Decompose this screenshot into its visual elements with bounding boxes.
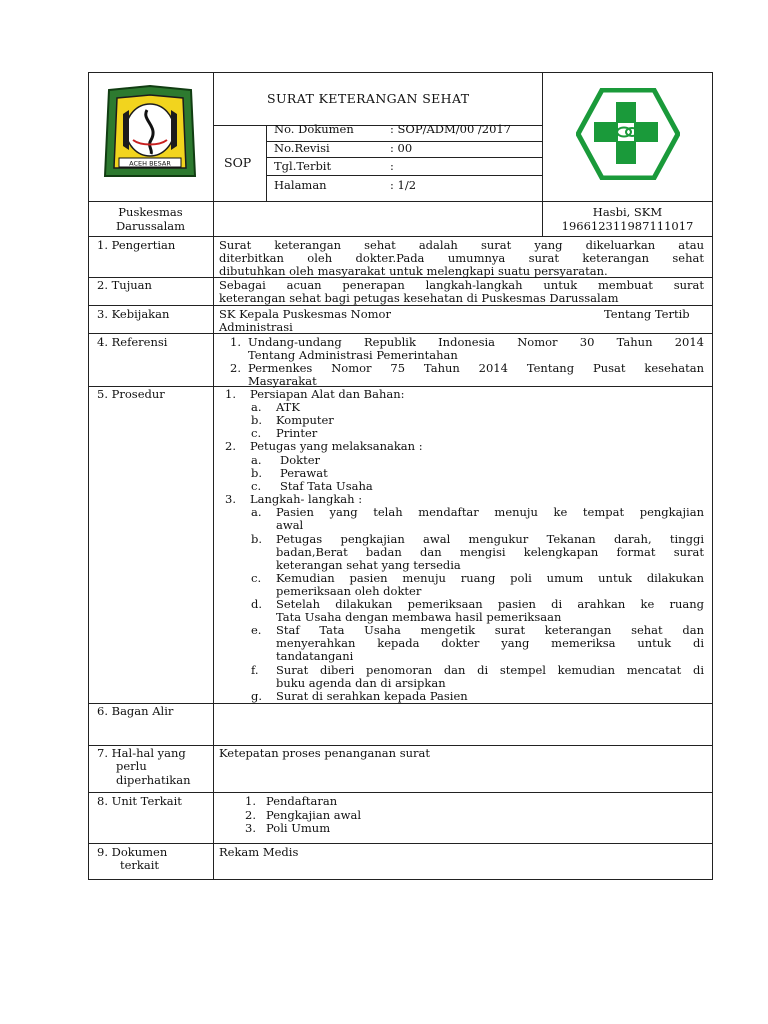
list-item: Poli Umum	[266, 821, 331, 835]
list-number: 2.	[230, 361, 241, 375]
list-number: 2.	[245, 808, 256, 822]
step-line: pemeriksaan oleh dokter	[276, 584, 422, 598]
step-line: buku agenda dan di arsipkan	[276, 676, 446, 690]
rule	[88, 792, 713, 793]
section-label: 7. Hal-hal yang	[97, 746, 186, 760]
section-label: diperhatikan	[116, 773, 191, 787]
body-line: Sebagai acuan penerapan langkah-langkah untuk membuat surat	[219, 278, 704, 292]
meta-value: : 1/2	[390, 178, 417, 192]
list-letter: b.	[251, 466, 263, 480]
step-line: tandatangani	[276, 649, 354, 663]
rule	[88, 305, 713, 306]
puskesmas-cross-logo	[576, 88, 680, 180]
step-line: Setelah dilakukan pemeriksaan pasien di arahkan ke ruang	[276, 597, 704, 611]
body-line: dibutuhkan oleh masyarakat untuk melengkapi suatu persyaratan.	[219, 264, 608, 278]
step-line: Staf Tata Usaha mengetik surat keterangan sehat dan	[276, 623, 704, 637]
section-label: 8. Unit Terkait	[97, 794, 182, 808]
list-letter: c.	[251, 426, 262, 440]
section-label: 9. Dokumen	[97, 845, 168, 859]
body-line: Permenkes Nomor 75 Tahun 2014 Tentang Pusat kesehatan	[248, 361, 704, 375]
body-line: Tentang Tertib	[604, 307, 690, 321]
regency-emblem-logo	[101, 84, 199, 180]
body-line: Tentang Administrasi Pemerintahan	[248, 348, 458, 362]
section-label: 2. Tujuan	[97, 278, 152, 292]
signer-name: Hasbi, SKM	[592, 205, 663, 219]
list-title: Petugas yang melaksanakan :	[250, 439, 423, 453]
body-line: diterbitkan oleh dokter.Pada umumnya surat keterangan sehat	[219, 251, 704, 265]
list-item: Perawat	[280, 466, 328, 480]
step-line: Surat di serahkan kepada Pasien	[276, 689, 468, 703]
org-name: Puskesmas	[118, 205, 183, 219]
body-line: SK Kepala Puskesmas Nomor	[219, 307, 391, 321]
body-line: Administrasi	[219, 320, 293, 334]
rule	[88, 703, 713, 704]
list-item: Staf Tata Usaha	[280, 479, 373, 493]
step-letter: g.	[251, 689, 263, 703]
list-item: Printer	[276, 426, 318, 440]
step-line: Petugas pengkajian awal mengukur Tekanan darah, tinggi	[276, 532, 704, 546]
sop-label: SOP	[224, 155, 252, 170]
rule	[88, 843, 713, 844]
meta-label: No.Revisi	[274, 141, 330, 155]
list-item: Komputer	[276, 413, 334, 427]
list-number: 1.	[245, 794, 256, 808]
rule	[266, 125, 267, 201]
list-item: Pengkajian awal	[266, 808, 362, 822]
list-number: 3.	[245, 821, 256, 835]
meta-label: Halaman	[274, 178, 327, 192]
step-letter: e.	[251, 623, 262, 637]
step-line: badan,Berat badan dan mengisi kelengkapan format surat	[276, 545, 704, 559]
meta-value: :	[390, 159, 394, 173]
body-line: Ketepatan proses penanganan surat	[219, 746, 430, 760]
list-number: 1.	[230, 335, 241, 349]
step-line: Tata Usaha dengan membawa hasil pemeriksaan	[276, 610, 562, 624]
document-title: SURAT KETERANGAN SEHAT	[267, 91, 470, 106]
list-number: 3.	[225, 492, 236, 506]
list-title: Persiapan Alat dan Bahan:	[250, 387, 405, 401]
rule	[266, 175, 542, 176]
step-line: Surat diberi penomoran dan di stempel kemudian mencatat di	[276, 663, 704, 677]
section-label: 6. Bagan Alir	[97, 704, 174, 718]
step-line: menyerahkan kepada dokter yang memeriksa untuk di	[276, 636, 704, 650]
step-letter: d.	[251, 597, 263, 611]
section-label: terkait	[120, 858, 160, 872]
list-number: 1.	[225, 387, 236, 401]
list-title: Langkah- langkah :	[250, 492, 363, 506]
section-label: 5. Prosedur	[97, 387, 165, 401]
meta-value: : SOP/ADM/00 /2017	[390, 122, 512, 136]
section-label: perlu	[116, 759, 147, 773]
section-label: 1. Pengertian	[97, 238, 176, 252]
rule	[213, 72, 214, 880]
rule	[88, 333, 713, 334]
rule	[88, 201, 713, 202]
list-letter: b.	[251, 413, 263, 427]
list-letter: a.	[251, 453, 262, 467]
body-line: Rekam Medis	[219, 845, 299, 859]
step-line: keterangan sehat yang tersedia	[276, 558, 461, 572]
list-item: ATK	[276, 400, 300, 414]
step-letter: f.	[251, 663, 259, 677]
rule	[266, 157, 542, 158]
step-line: awal	[276, 518, 304, 532]
list-number: 2.	[225, 439, 236, 453]
list-item: Dokter	[280, 453, 321, 467]
body-line: Undang-undang Republik Indonesia Nomor 30 Tahun 2014	[248, 335, 704, 349]
body-line: Surat keterangan sehat adalah surat yang dikeluarkan atau	[219, 238, 704, 252]
meta-label: Tgl.Terbit	[274, 159, 332, 173]
list-letter: c.	[251, 479, 262, 493]
list-item: Pendaftaran	[266, 794, 338, 808]
svg-text:ACEH BESAR: ACEH BESAR	[129, 159, 171, 168]
section-label: 4. Referensi	[97, 335, 168, 349]
body-line: keterangan sehat bagi petugas kesehatan di Puskesmas Darussalam	[219, 291, 619, 305]
step-letter: c.	[251, 571, 262, 585]
step-line: Kemudian pasien menuju ruang poli umum untuk dilakukan	[276, 571, 704, 585]
org-name: Darussalam	[115, 219, 186, 233]
step-letter: b.	[251, 532, 263, 546]
body-line: Masyarakat	[248, 374, 317, 388]
signer-nip: 196612311987111017	[561, 219, 694, 233]
meta-label: No. Dokumen	[274, 122, 354, 136]
step-letter: a.	[251, 505, 262, 519]
step-line: Pasien yang telah mendaftar menuju ke tempat pengkajian	[276, 505, 704, 519]
section-label: 3. Kebijakan	[97, 307, 170, 321]
list-letter: a.	[251, 400, 262, 414]
rule	[88, 236, 713, 237]
meta-value: : 00	[390, 141, 413, 155]
